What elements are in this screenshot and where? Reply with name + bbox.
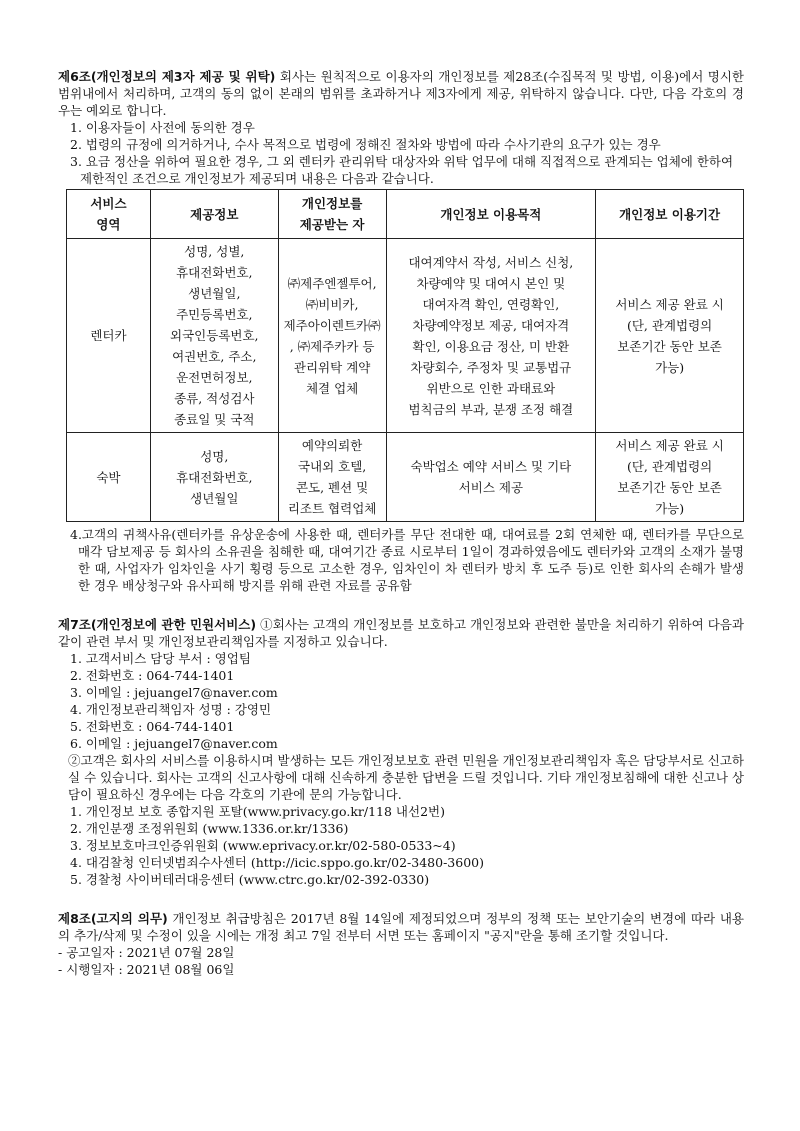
article-8-intro [58,910,744,944]
article-7-item: 2. 전화번호 : 064-744-1401 [70,668,235,683]
agency-item: 4. 대검찰청 인터넷범죄수사센터 (http://icic.sppo.go.kr/02-3480-3600) [70,855,484,870]
document-page [58,68,744,978]
header-service-area-text: 서비스 영역 [90,196,127,232]
article-6-intro [58,68,744,119]
cell-period [596,239,744,433]
cell-line: 종료일 및 국적 [174,412,255,427]
cell-line: 휴대전화번호, [176,469,253,485]
header-provided-info: 제공정보 [150,190,278,239]
cell-line: 관리위탁 계약 [293,359,371,375]
cell-purpose [386,239,596,433]
cell-line: 숙박업소 예약 서비스 및 기타 [410,459,572,474]
article-7-intro-text: ①회사는 고객의 개인정보를 보호하고 개인정보와 관련한 불만을 처리하기 위하여 다음과 같이 관련 부서 및 개인정보관리책임자를 지정하고 있습니다. [58,617,744,649]
cell-line: 예약의뢰한 [301,438,363,453]
cell-line: ㈜제주엔젤투어, [287,275,377,291]
header-recipient [278,190,386,239]
cell-line: 확인, 이용요금 정산, 미 반환 [412,338,570,354]
cell-info [150,239,278,433]
article-6-item-2: 2. 법령의 규정에 의거하거나, 수사 목적으로 법령에 정해진 절차와 방법에 따라 수사기관의 요구가 있는 경우 [70,137,661,152]
cell-line: 보존기간 동안 보존 [617,338,722,354]
header-purpose: 개인정보 이용목적 [386,190,596,239]
cell-line: 대여계약서 작성, 서비스 신청, [408,254,574,270]
article-6-item-3: 3. 요금 정산을 위하여 필요한 경우, 그 외 렌터카 관리위탁 대상자와 위탁 업무에 대해 직접적으로 관계되는 업체에 한하여 제한적인 조건으로 개인정보가 제공되며 내용은 다음과 같습니다. [70,154,734,186]
cell-line: 리조트 협력업체 [287,501,377,516]
cell-line: 제주아이렌트카㈜ [283,317,381,333]
cell-line: 성명, 성별, [184,244,245,259]
header-recipient-text: 개인정보를 제공받는 자 [299,196,365,232]
cell-period [596,433,744,522]
cell-line: 생년월일, [188,286,241,301]
cell-recipient [278,433,386,522]
cell-line: 가능) [655,359,685,375]
article-6-item-4: 4.고객의 귀책사유(렌터카를 유상운송에 사용한 때, 렌터카를 무단 전대한 때, 대여료를 2회 연체한 때, 렌터카를 무단으로 매각 담보제공 등 회사의 소유권을 침해한 때, 대여기간 종료 시로부터 1일이 경과하였음에도 렌터카와 고객의 소재가 불명한 때, 사업자가 임차인을 사기 횡령 등으로 고소한 경우, 임차인이 차 렌터카 방치 후 도주 등)로 인한 회사의 손해가 발생한 경우 배상청구와 유사피해 방지를 위해 관련 자료를 공유함 [70,527,744,593]
article-7-item: 6. 이메일 : jejuangel7@naver.com [70,736,278,751]
table-row [67,239,744,433]
cell-line: 차량회수, 주정차 및 교통법규 [410,359,572,375]
article-6-item-1: 1. 이용자들이 사전에 동의한 경우 [70,120,255,135]
cell-line: 운전면허정보, [176,370,253,385]
cell-line: (단, 관계법령의 [626,317,713,333]
article-7-item: 3. 이메일 : jejuangel7@naver.com [70,685,278,700]
article-6-intro-text: 회사는 원칙적으로 이용자의 개인정보를 제28조(수집목적 및 방법, 이용)에서 명시한 범위내에서 처리하며, 고객의 동의 없이 본래의 범위를 초과하거나 제3자에게 제공, 위탁하지 않습니다. 다만, 다음 각호의 경우는 예외로 합니다. [58,69,744,118]
article-8-intro-text: 개인정보 취급방침은 2017년 8월 14일에 제정되었으며 정부의 정책 또는 보안기술의 변경에 따라 내용의 추가/삭제 및 수정이 있을 시에는 개정 최고 7일 전부터 서면 또는 홈페이지 "공지"란을 통해 조기할 것입니다. [58,911,744,943]
agency-item: 5. 경찰청 사이버테러대응센터 (www.ctrc.go.kr/02-392-0330) [70,872,430,887]
article-7-item: 1. 고객서비스 담당 부서 : 영업팀 [70,651,251,666]
article-7-intro [58,616,744,650]
cell-line: 위반으로 인한 과태료와 [426,380,556,396]
cell-line: 종류, 적성검사 [174,391,255,406]
cell-line: 보존기간 동안 보존 [617,480,722,495]
cell-line: 생년월일 [190,490,239,506]
article-8-title: 제8조(고지의 의무) [58,911,168,926]
cell-line: 휴대전화번호, [176,265,253,280]
cell-line: 외국인등록번호, [170,328,259,343]
cell-info [150,433,278,522]
cell-line: 서비스 제공 완료 시 [615,296,724,312]
cell-line: 가능) [655,501,685,516]
cell-line: , ㈜제주카카 등 [289,338,375,354]
cell-area: 렌터카 [67,239,151,433]
article-7-item: 4. 개인정보관리책임자 성명 : 강영민 [70,702,272,717]
cell-line: 차량예약정보 제공, 대여자격 [412,317,570,333]
effective-date: - 시행일자 : 2021년 08월 06일 [58,962,235,977]
article-7-item: 5. 전화번호 : 064-744-1401 [70,719,235,734]
cell-line: 서비스 제공 [458,480,524,495]
cell-line: 국내외 호텔, [297,459,367,474]
cell-line: 서비스 제공 완료 시 [615,438,724,453]
cell-line: 범칙금의 부과, 분쟁 조정 해결 [408,401,574,417]
cell-purpose [386,433,596,522]
article-7-paragraph-2: ②고객은 회사의 서비스를 이용하시며 발생하는 모든 개인정보보호 관련 민원을 개인정보관리책임자 혹은 담당부서로 신고하실 수 있습니다. 회사는 고객의 신고사항에 대해 신속하게 충분한 답변을 드릴 것입니다. 기타 개인정보침해에 대한 신고나 상담이 필요하신 경우에는 다음 각호의 기관에 문의 가능합니다. [68,753,745,802]
article-7-title: 제7조(개인정보에 관한 민원서비스) [58,617,257,632]
cell-line: 콘도, 펜션 및 [295,480,369,495]
article-6-title: 제6조(개인정보의 제3자 제공 및 위탁) [58,69,276,84]
agency-item: 1. 개인정보 보호 종합지원 포탈(www.privacy.go.kr/118 내선2번) [70,804,445,819]
agency-item: 3. 정보보호마크인증위원회 (www.eprivacy.or.kr/02-580-0533~4) [70,838,456,853]
table-row [67,433,744,522]
header-period: 개인정보 이용기간 [596,190,744,239]
third-party-table [66,189,744,522]
announcement-date: - 공고일자 : 2021년 07월 28일 [58,945,235,960]
cell-area: 숙박 [67,433,151,522]
cell-line: 대여자격 확인, 연령확인, [422,296,560,312]
cell-recipient [278,239,386,433]
cell-line: (단, 관계법령의 [626,459,713,474]
cell-line: 체결 업체 [305,380,359,396]
table-header-row [67,190,744,239]
cell-line: 차량예약 및 대여시 본인 및 [416,275,566,291]
cell-line: 성명, [200,448,229,464]
agency-item: 2. 개인분쟁 조정위원회 (www.1336.or.kr/1336) [70,821,349,836]
cell-line: ㈜비비카, [305,296,359,312]
cell-line: 여권번호, 주소, [172,349,257,364]
cell-line: 주민등록번호, [176,307,253,322]
header-service-area [67,190,151,239]
